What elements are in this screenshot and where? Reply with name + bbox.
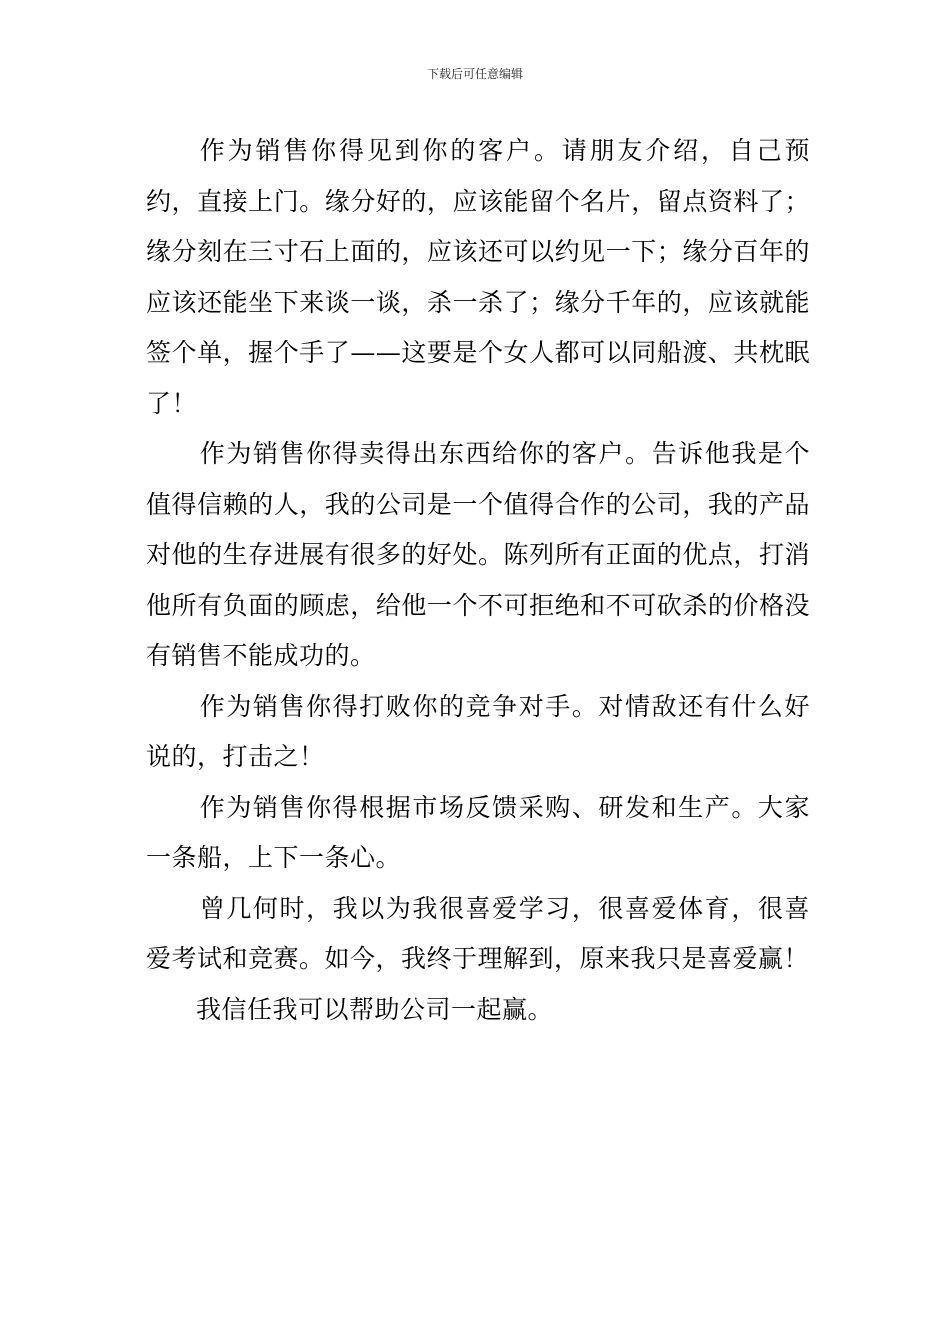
- paragraph-beating-competitors: 作为销售你得打败你的竞争对手。对情敌还有什么好说的，打击之！: [146, 691, 810, 771]
- paragraph-meeting-clients: 作为销售你得见到你的客户。请朋友介绍，自己预约，直接上门。缘分好的，应该能留个名片，留点资料了；缘分刻在三寸石上面的，应该还可以约见一下；缘分百年的应该还能坐下来谈一谈，杀一杀了；缘分千年的，应该就能签个单，握个手了——这要是个女人都可以同船渡、共枕眠了！: [146, 136, 810, 418]
- paragraph-market-feedback: 作为销售你得根据市场反馈采购、研发和生产。大家一条船，上下一条心。: [146, 792, 810, 872]
- paragraph-selling-to-clients: 作为销售你得卖得出东西给你的客户。告诉他我是个值得信赖的人，我的公司是一个值得合作的公司，我的产品对他的生存进展有很多的好处。陈列所有正面的优点，打消他所有负面的顾虑，给他一个不可拒绝和不可砍杀的价格没有销售不能成功的。: [146, 439, 810, 670]
- paragraph-closing: 我信任我可以帮助公司一起赢。: [196, 994, 554, 1024]
- document-body: [146, 126, 810, 1035]
- page-header-note: 下载后可任意编辑: [426, 67, 523, 81]
- paragraph-love-winning: 曾几何时，我以为我很喜爱学习，很喜爱体育，很喜爱考试和竞赛。如今，我终于理解到，原来我只是喜爱赢！: [146, 893, 810, 973]
